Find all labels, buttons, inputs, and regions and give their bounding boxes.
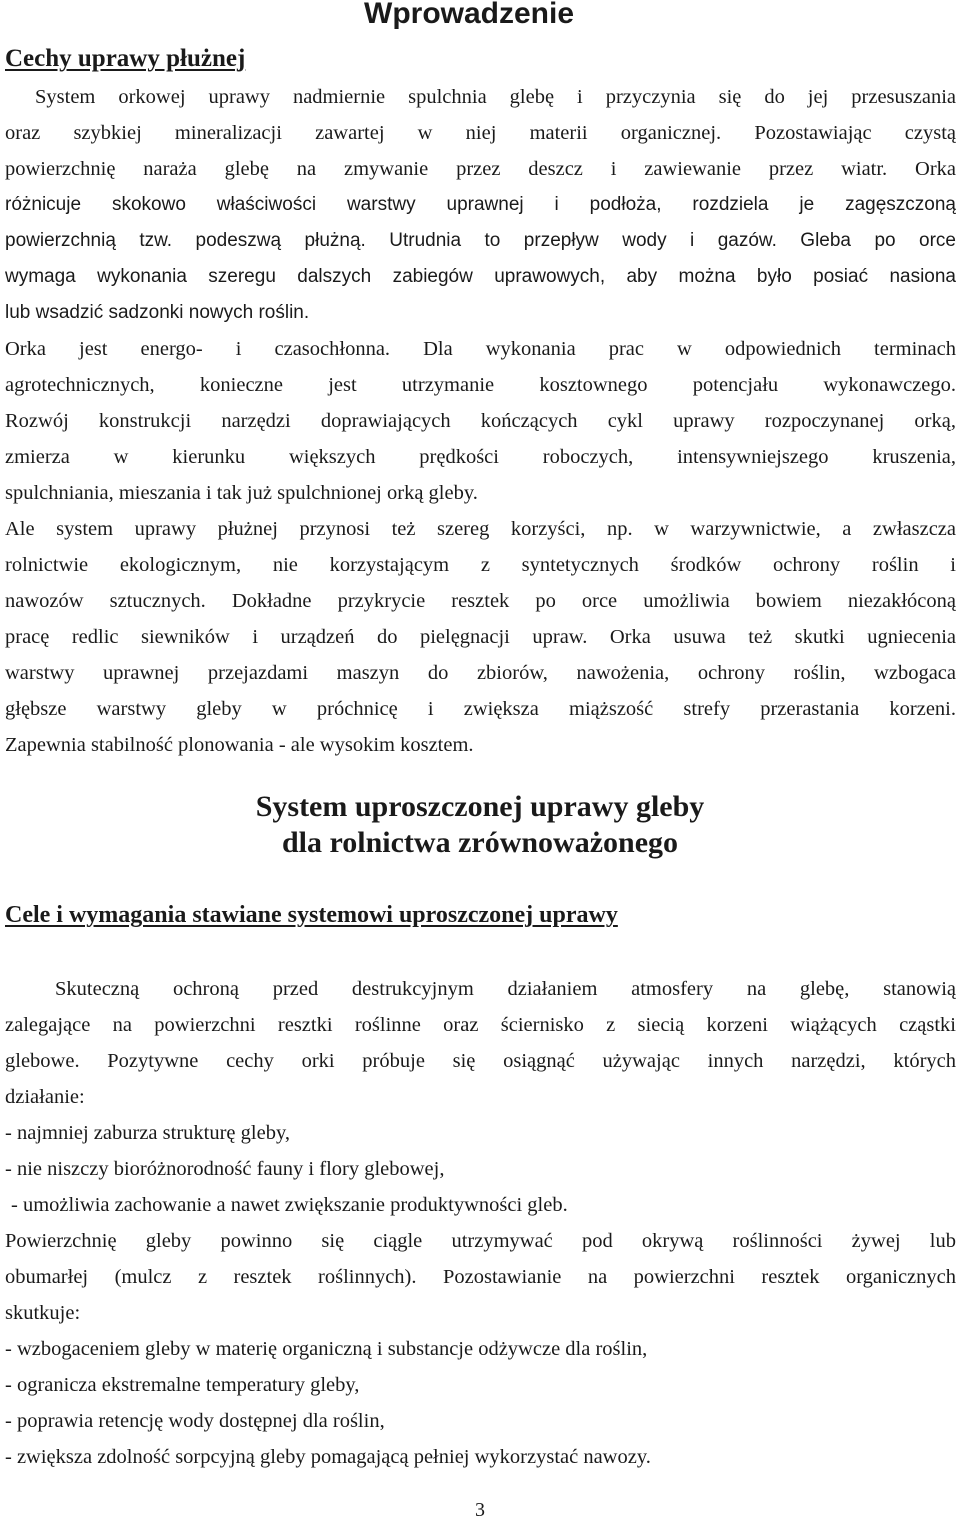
paragraph-line: agrotechnicznych, konieczne jest utrzymanie kosztownego potencjału wykonawczego.	[5, 374, 956, 396]
paragraph-line: Powierzchnię gleby powinno się ciągle utrzymywać pod okrywą roślinności żywej lub	[5, 1230, 956, 1252]
list-item: - najmniej zaburza strukturę gleby,	[5, 1122, 290, 1144]
paragraph-line: Ale system uprawy płużnej przynosi też szereg korzyści, np. w warzywnictwie, a zwłaszcza	[5, 518, 956, 540]
list-item: - zwiększa zdolność sorpcyjną gleby pomagającą pełniej wykorzystać nawozy.	[5, 1446, 651, 1468]
paragraph-line: Skuteczną ochroną przed destrukcyjnym działaniem atmosfery na glebę, stanowią	[55, 978, 956, 1000]
paragraph-line: nawozów sztucznych. Dokładne przykrycie resztek po orce umożliwia bowiem niezakłóconą	[5, 590, 956, 612]
paragraph-line: zalegające na powierzchni resztki roślinne oraz ściernisko z siecią korzeni wiążących cząstki	[5, 1014, 956, 1036]
paragraph-line: zmierza w kierunku większych prędkości roboczych, intensywniejszego kruszenia,	[5, 446, 956, 468]
paragraph-line: Zapewnia stabilność plonowania - ale wysokim kosztem.	[5, 734, 474, 756]
list-item: - umożliwia zachowanie a nawet zwiększanie produktywności gleb.	[11, 1194, 568, 1216]
paragraph-line: Orka jest energo- i czasochłonna. Dla wykonania prac w odpowiednich terminach	[5, 338, 956, 360]
paragraph-line: wymaga wykonania szeregu dalszych zabiegów uprawowych, aby można było posiać nasiona	[5, 266, 956, 287]
list-item: - ogranicza ekstremalne temperatury gleby,	[5, 1374, 360, 1396]
paragraph-line: głębsze warstwy gleby w próchnicę i zwiększa miąższość strefy przerastania korzeni.	[5, 698, 956, 720]
paragraph-line: spulchniania, mieszania i tak już spulchnionej orką gleby.	[5, 482, 478, 504]
paragraph-line: pracę redlic siewników i urządzeń do pielęgnacji upraw. Orka usuwa też skutki ugniecenia	[5, 626, 956, 648]
subtitle-line-1: System uproszczonej uprawy gleby	[255, 790, 705, 823]
list-item: - nie niszczy bioróżnorodność fauny i flory glebowej,	[5, 1158, 445, 1180]
benefits-list	[5, 1115, 568, 1223]
section2-intro	[5, 971, 956, 1115]
paragraph-line: rolnictwie ekologicznym, nie korzystającym z syntetycznych środków ochrony roślin i	[5, 554, 956, 576]
list-item: - poprawia retencję wody dostępnej dla roślin,	[5, 1410, 385, 1432]
list-item: - wzbogaceniem gleby w materię organiczną i substancje odżywcze dla roślin,	[5, 1338, 648, 1360]
page-title: Wprowadzenie	[364, 0, 575, 30]
paragraph-line: warstwy uprawnej przejazdami maszyn do zbiorów, nawożenia, ochrony roślin, wzbogaca	[5, 662, 956, 684]
section1-body	[5, 79, 956, 763]
paragraph-line: skutkuje:	[5, 1302, 81, 1324]
section2-middle	[5, 1223, 956, 1331]
paragraph-line: oraz szybkiej mineralizacji zawartej w niej materii organicznej. Pozostawiając czystą	[5, 122, 956, 144]
paragraph-line: powierzchnię naraża glebę na zmywanie przez deszcz i zawiewanie przez wiatr. Orka	[5, 158, 956, 180]
subtitle-line-2: dla rolnictwa zrównoważonego	[281, 826, 679, 859]
paragraph-line: powierzchnią tzw. podeszwą płużną. Utrudnia to przepływ wody i gazów. Gleba po orce	[5, 230, 956, 251]
paragraph-line: lub wsadzić sadzonki nowych roślin.	[5, 302, 310, 323]
paragraph-line: System orkowej uprawy nadmiernie spulchnia glebę i przyczynia się do jej przesuszania	[35, 86, 956, 108]
paragraph-line: Rozwój konstrukcji narzędzi doprawiających kończących cykl uprawy rozpoczynanej orką,	[5, 410, 956, 432]
section-heading-cele: Cele i wymagania stawiane systemowi uproszczonej uprawy	[5, 902, 618, 928]
section-heading-cechy: Cechy uprawy płużnej	[5, 45, 246, 72]
paragraph-line: obumarłej (mulcz z resztek roślinnych). Pozostawianie na powierzchni resztek organicznych	[5, 1266, 956, 1288]
effects-list	[5, 1331, 651, 1475]
paragraph-line: różnicuje skokowo właściwości warstwy uprawnej i podłoża, rozdziela je zagęszczoną	[5, 194, 956, 215]
paragraph-line: działanie:	[5, 1086, 85, 1108]
page-number: 3	[475, 1499, 485, 1521]
paragraph-line: glebowe. Pozytywne cechy orki próbuje się osiągnąć używając innych narzędzi, których	[5, 1050, 956, 1072]
